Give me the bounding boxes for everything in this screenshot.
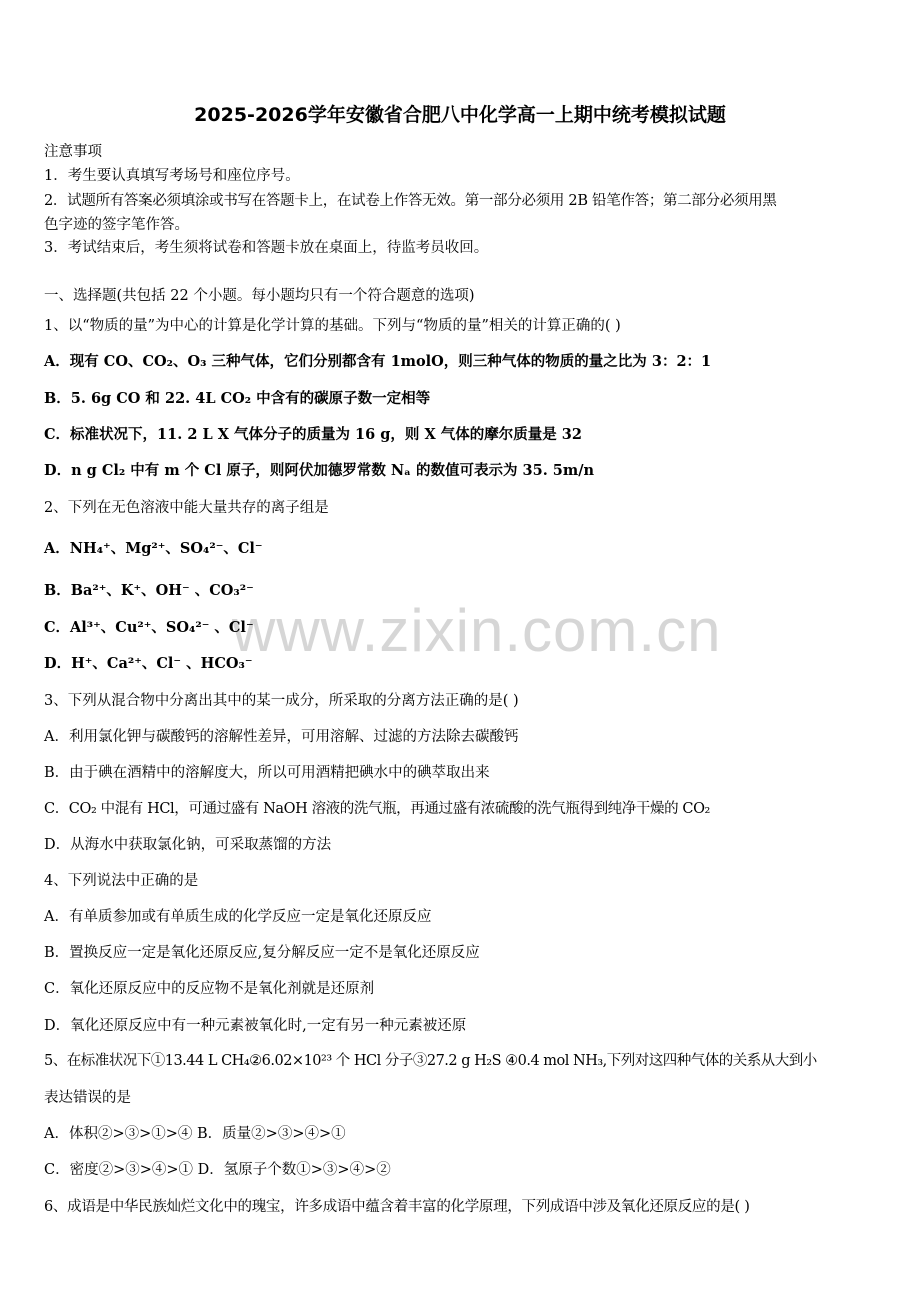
q1-option-a: A．现有 CO、CO₂、O₃ 三种气体，它们分别都含有 1molO，则三种气体的物质的量之比为 3：2：1 [44, 353, 712, 370]
q1-option-d: D．n g Cl₂ 中有 m 个 Cl 原子，则阿伏加德罗常数 Nₐ 的数值可表示为 35. 5m/n [44, 462, 595, 479]
q4-option-d: D．氧化还原反应中有一种元素被氧化时,一定有另一种元素被还原 [44, 1018, 467, 1034]
page-title: 2025-2026学年安徽省合肥八中化学高一上期中统考模拟试题 [194, 104, 726, 126]
q4-option-c: C．氧化还原反应中的反应物不是氧化剂就是还原剂 [44, 981, 375, 997]
q2-option-a: A．NH₄⁺、Mg²⁺、SO₄²⁻、Cl⁻ [44, 540, 263, 557]
q3-stem: 3、下列从混合物中分离出其中的某一成分，所采取的分离方法正确的是( ) [44, 693, 519, 709]
q6-stem: 6、成语是中华民族灿烂文化中的瑰宝，许多成语中蕴含着丰富的化学原理，下列成语中涉及氧化还原反应的是( ) [44, 1199, 750, 1215]
q4-option-b: B．置换反应一定是氧化还原反应,复分解反应一定不是氧化还原反应 [44, 945, 480, 961]
q2-stem: 2、下列在无色溶液中能大量共存的离子组是 [44, 500, 329, 516]
q5-stem-line2: 表达错误的是 [44, 1090, 131, 1106]
q2-option-b: B．Ba²⁺、K⁺、OH⁻ 、CO₃²⁻ [44, 582, 254, 599]
section-heading: 一、选择题(共包括 22 个小题。每小题均只有一个符合题意的选项) [44, 288, 475, 304]
notice-item-1: 1．考生要认真填写考场号和座位序号。 [44, 168, 300, 184]
q1-option-b: B．5. 6g CO 和 22. 4L CO₂ 中含有的碳原子数一定相等 [44, 390, 431, 407]
q5-stem-line1: 5、在标准状况下①13.44 L CH₄②6.02×10²³ 个 HCl 分子③27.2 g H₂S ④0.4 mol NH₃,下列对这四种气体的关系从大到小 [44, 1053, 817, 1069]
q3-option-c: C．CO₂ 中混有 HCl，可通过盛有 NaOH 溶液的洗气瓶，再通过盛有浓硫酸的洗气瓶得到纯净干燥的 CO₂ [44, 801, 710, 817]
q3-option-a: A．利用氯化钾与碳酸钙的溶解性差异，可用溶解、过滤的方法除去碳酸钙 [44, 729, 519, 745]
notice-item-3: 3．考试结束后，考生须将试卷和答题卡放在桌面上，待监考员收回。 [44, 240, 489, 256]
q5-options-cd: C．密度②>③>④>① D．氢原子个数①>③>④>② [44, 1162, 391, 1178]
q2-option-d: D．H⁺、Ca²⁺、Cl⁻ 、HCO₃⁻ [44, 655, 253, 672]
q4-stem: 4、下列说法中正确的是 [44, 873, 199, 889]
notice-item-2: 2．试题所有答案必须填涂或书写在答题卡上，在试卷上作答无效。第一部分必须用 2B 铅笔作答；第二部分必须用黑 [44, 193, 777, 209]
q1-option-c: C．标准状况下，11. 2 L X 气体分子的质量为 16 g，则 X 气体的摩尔质量是 32 [44, 426, 582, 443]
q1-stem: 1、以“物质的量”为中心的计算是化学计算的基础。下列与“物质的量”相关的计算正确的( ) [44, 318, 621, 334]
notice-heading: 注意事项 [44, 144, 102, 160]
q4-option-a: A．有单质参加或有单质生成的化学反应一定是氧化还原反应 [44, 909, 432, 925]
q3-option-d: D．从海水中获取氯化钠，可采取蒸馏的方法 [44, 837, 332, 853]
watermark: www.zixin.com.cn [232, 597, 722, 664]
q2-option-c: C．Al³⁺、Cu²⁺、SO₄²⁻ 、Cl⁻ [44, 619, 254, 636]
q5-options-ab: A．体积②>③>①>④ B．质量②>③>④>① [44, 1126, 346, 1142]
notice-item-2-cont: 色字迹的签字笔作答。 [44, 217, 189, 233]
q3-option-b: B．由于碘在酒精中的溶解度大，所以可用酒精把碘水中的碘萃取出来 [44, 765, 490, 781]
